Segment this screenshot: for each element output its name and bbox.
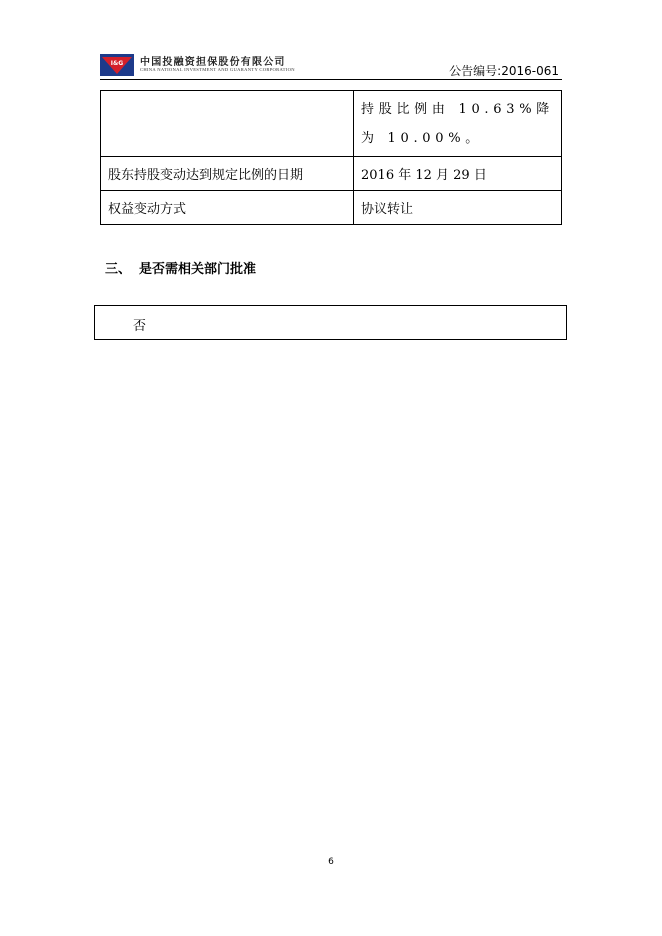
approval-answer-box <box>94 305 567 340</box>
table-cell-label <box>101 91 354 157</box>
equity-change-table <box>100 90 562 225</box>
page-header <box>100 52 562 80</box>
section-title: 是否需相关部门批准 <box>139 262 257 277</box>
table-cell-value: 协议转让 <box>354 191 562 225</box>
logo-text: I&G <box>110 60 124 67</box>
page-number: 6 <box>328 857 334 867</box>
table-row <box>101 157 562 191</box>
table-cell-value <box>354 91 562 157</box>
table-cell-label: 股东持股变动达到规定比例的日期 <box>101 157 354 191</box>
notice-number: 公告编号:2016-061 <box>449 64 559 78</box>
approval-answer: 否 <box>133 319 147 334</box>
company-name-en: CHINA NATIONAL INVESTMENT AND GUARANTY CORPORATION <box>140 67 295 72</box>
section-number: 三、 <box>105 262 132 277</box>
table-cell-value: 2016 年 12 月 29 日 <box>354 157 562 191</box>
section-heading <box>105 258 256 277</box>
company-name-cn: 中国投融资担保股份有限公司 <box>140 57 286 68</box>
table-row <box>101 191 562 225</box>
table-row <box>101 91 562 157</box>
table-cell-label: 权益变动方式 <box>101 191 354 225</box>
company-logo-icon <box>100 54 134 76</box>
header-divider <box>100 79 562 80</box>
shareholding-ratio-change: 持股比例由 10.63%降为 10.00%。 <box>361 101 554 146</box>
